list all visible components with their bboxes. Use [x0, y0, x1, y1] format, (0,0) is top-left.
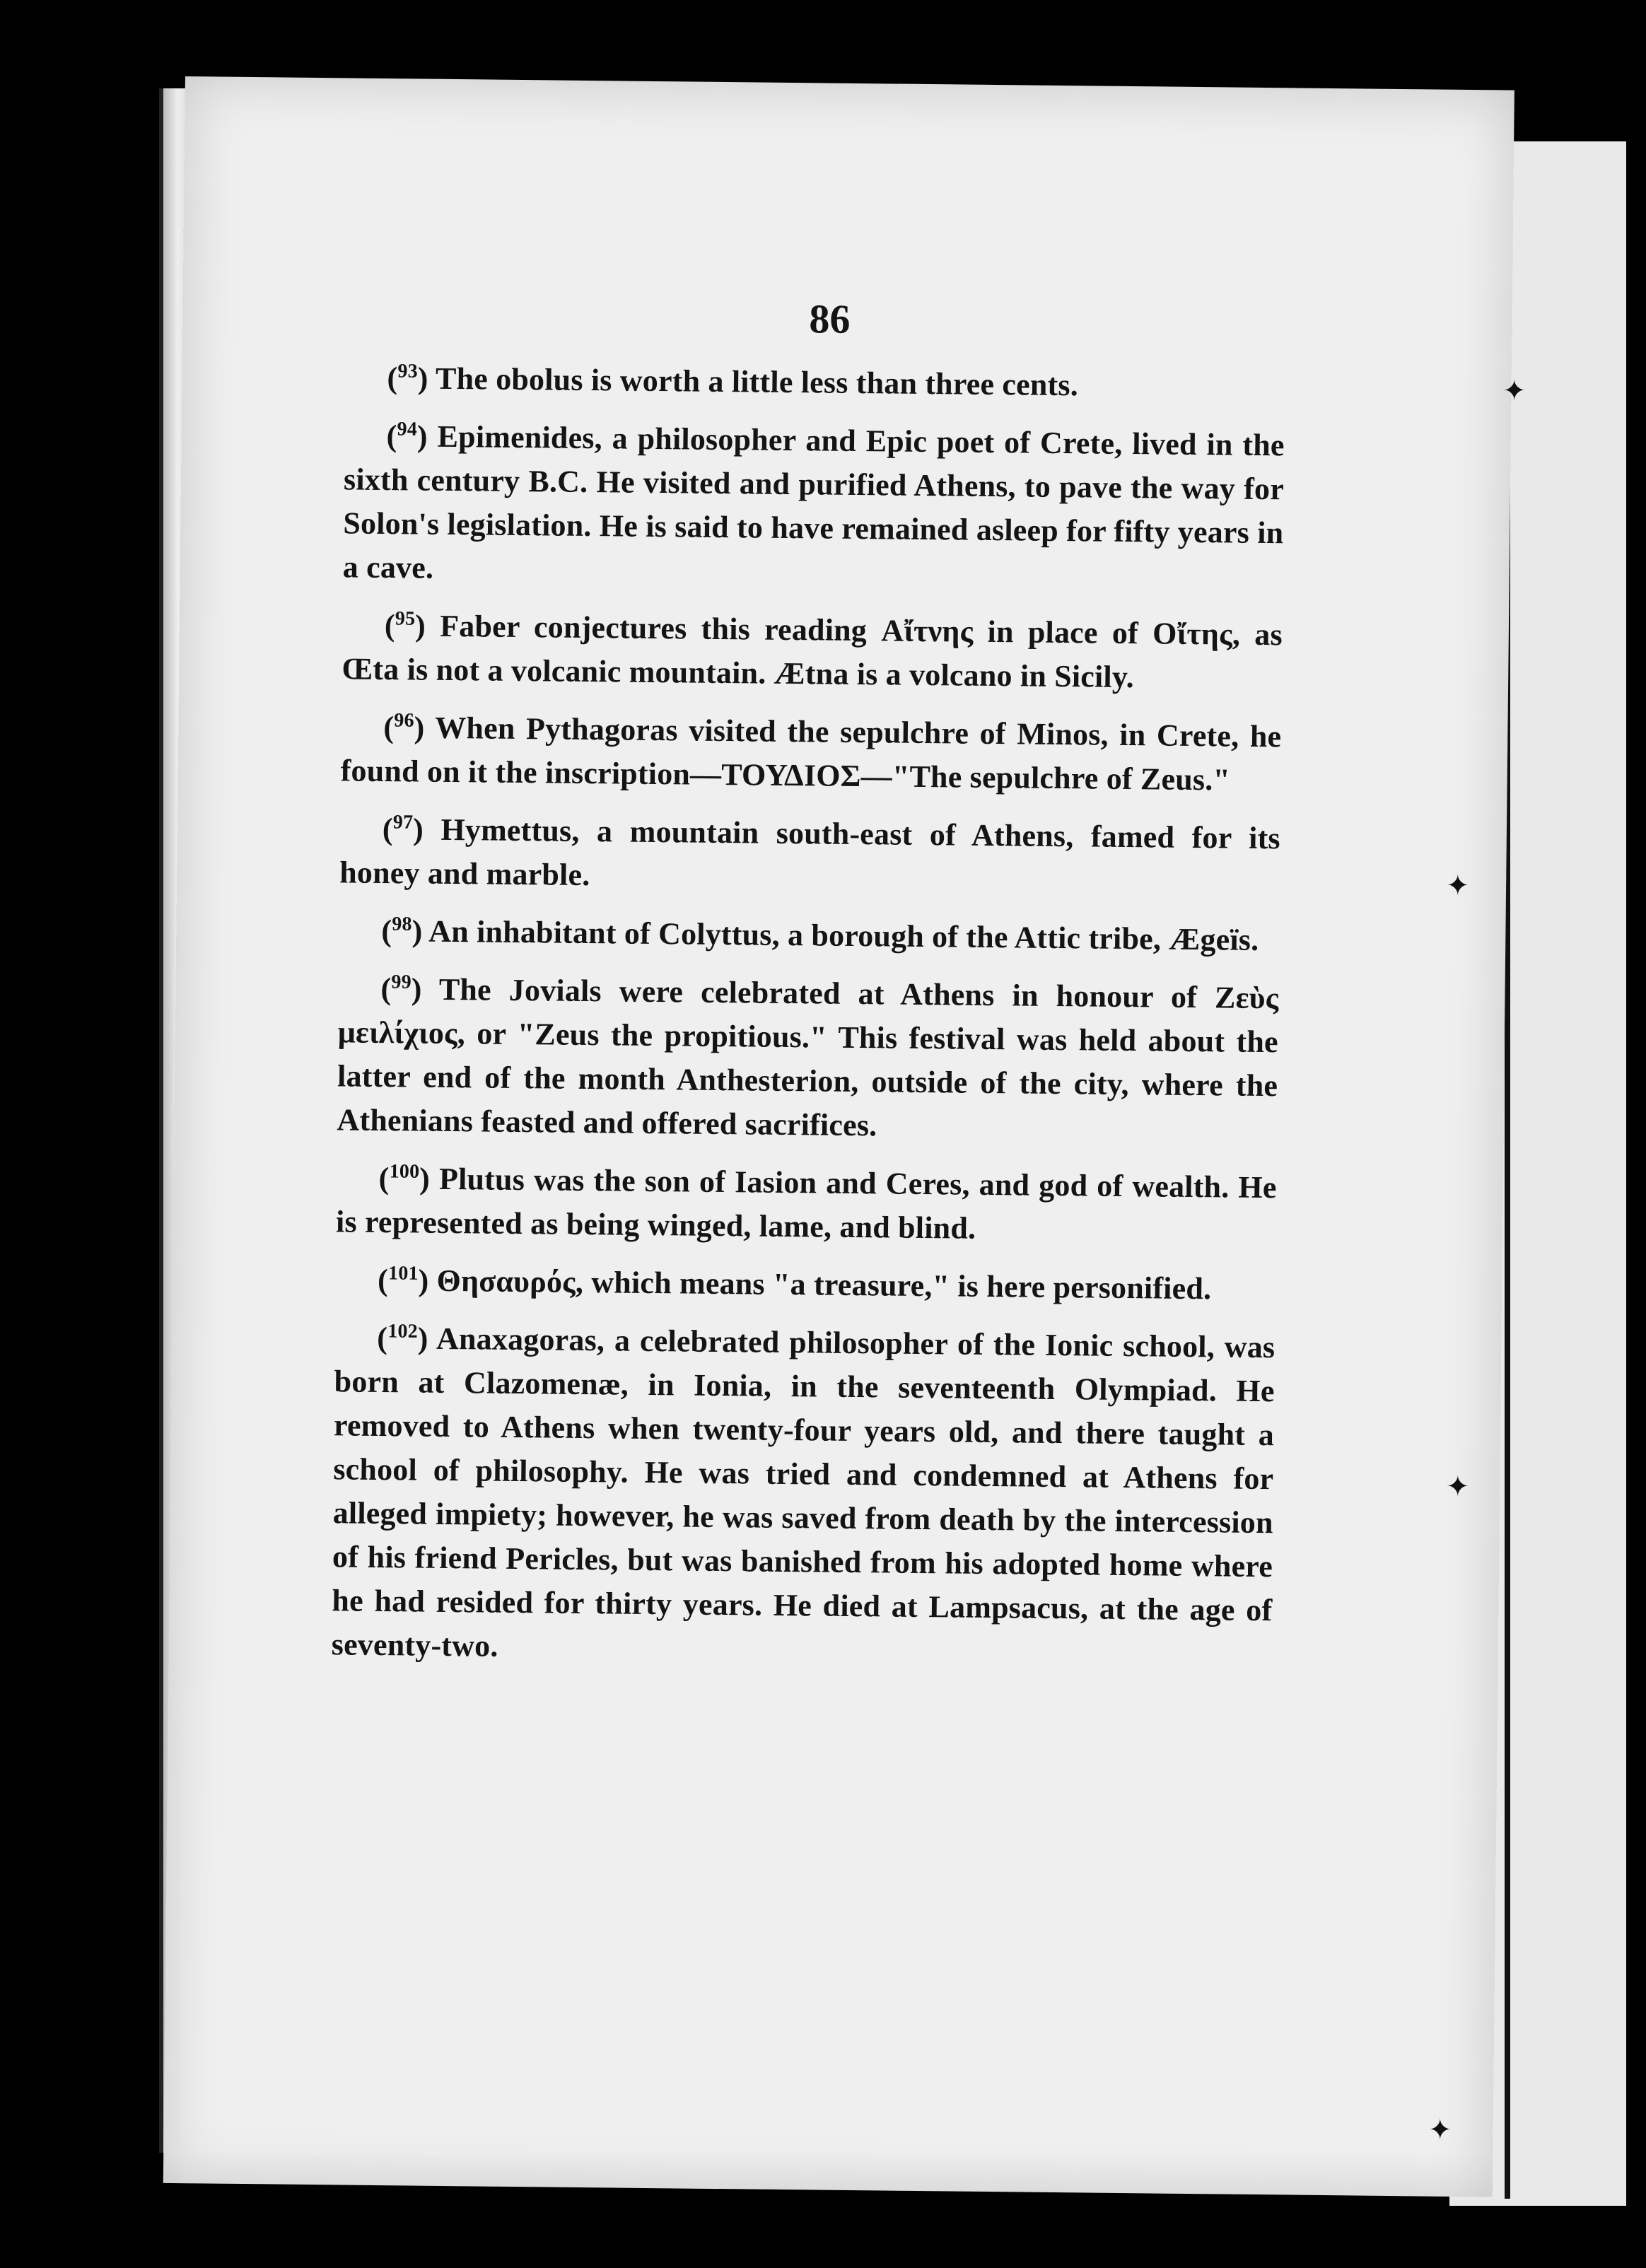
binding-tack-mark: ✦	[1428, 2114, 1452, 2146]
footnote-number: 93	[397, 360, 419, 382]
footnote-94: ($^{94}$) Epimenides, a philosopher and Epic poet of Crete, lived in the sixth century B.C. He visited and purified Athens, to pave the way for Solon's legislation. He is said to have remained asleep for fifty years in a cave.	[342, 418, 1285, 585]
footnote-number: 99	[391, 971, 412, 993]
footnote-text: Hymettus, a mountain south-east of Athens, famed for its honey and marble.	[339, 812, 1281, 893]
footnote-number: 96	[394, 709, 414, 732]
footnote-text: The Jovials were celebrated at Athens in honour of Ζεὺς μειλίχιος, or "Zeus the propitious." This festival was held about the latter end of the month Anthesterion, outside of the city, where the Athenians feasted and offered sacrifices.	[337, 971, 1279, 1143]
footnote-number: 97	[392, 811, 414, 834]
footnote-95: ($^{95}$) Faber conjectures this reading Αἴτνης in place of Οἴτης, as Œta is not a volcanic mountain. Ætna is a volcano in Sicily.	[341, 607, 1283, 695]
footnote-96: ($^{96}$) When Pythagoras visited the sepulchre of Minos, in Crete, he found on it the inscription—ΤΟΥΔΙΟΣ—"The sepulchre of Zeus."	[340, 709, 1282, 797]
footnote-101: ($^{101}$) Θησαυρός, which means "a treasure," is here personified.	[377, 1262, 1212, 1307]
footnote-number: 95	[395, 607, 416, 630]
footnote-102: ($^{102}$) Anaxagoras, a celebrated philosopher of the Ionic school, was born at Clazomenæ, in Ionia, in the seventeenth Olympiad. He removed to Athens when twenty-four years old, and there taught a school of philosophy. He was tried and condemned at Athens for alleged impiety; however, he was saved from death by the intercession of his friend Pericles, but was banished from his adopted home where he had resided for thirty years. He died at Lampsacus, at the age of seventy-two.	[331, 1320, 1276, 1664]
book-page	[163, 76, 1514, 2197]
footnote-97: ($^{97}$) Hymettus, a mountain south-east of Athens, famed for its honey and marble.	[339, 811, 1281, 893]
page-content	[331, 290, 1286, 1690]
footnote-100: ($^{100}$) Plutus was the son of Iasion and Ceres, and god of wealth. He is represented as being winged, lame, and blind.	[335, 1160, 1277, 1246]
footnote-number: 101	[387, 1262, 419, 1285]
footnote-text: When Pythagoras visited the sepulchre of Minos, in Crete, he found on it the inscription—ΤΟΥΔΙΟΣ—"The sepulchre of Zeus."	[340, 710, 1282, 797]
footnote-number: 102	[387, 1320, 419, 1343]
binding-tack-mark: ✦	[1446, 1471, 1470, 1503]
footnote-98: ($^{98}$) An inhabitant of Colyttus, a borough of the Attic tribe, Ægeïs.	[381, 913, 1259, 957]
footnote-text: Anaxagoras, a celebrated philosopher of the Ionic school, was born at Clazomenæ, in Ionia, in the seventeenth Olympiad. He removed to Athens when twenty-four years old, and there taught a school of philosophy. He was tried and condemned at Athens for alleged impiety; however, he was saved from death by the intercession of his friend Pericles, but was banished from his adopted home where he had resided for thirty years. He died at Lampsacus, at the age of seventy-two.	[331, 1321, 1276, 1664]
footnote-text: Θησαυρός, which means "a treasure," is here personified.	[436, 1263, 1212, 1307]
footnote-text: Plutus was the son of Iasion and Ceres, and god of wealth. He is represented as being winged, lame, and blind.	[335, 1161, 1277, 1246]
footnote-number: 94	[397, 418, 418, 440]
footnote-number: 98	[392, 913, 412, 935]
footnote-text: Epimenides, a philosopher and Epic poet of Crete, lived in the sixth century B.C. He visited and purified Athens, to pave the way for Solon's legislation. He is said to have remained asleep for fifty years in a cave.	[342, 419, 1285, 585]
page-number: 86	[809, 296, 851, 342]
footnote-text: Faber conjectures this reading Αἴτνης in place of Οἴτης, as Œta is not a volcanic mountain. Ætna is a volcano in Sicily.	[341, 608, 1283, 695]
footnote-99: ($^{99}$) The Jovials were celebrated at Athens in honour of Ζεὺς μειλίχιος, or "Zeus the propitious." This festival was held about the latter end of the month Anthesterion, outside of the city, where the Athenians feasted and offered sacrifices.	[337, 971, 1279, 1143]
binding-tack-mark: ✦	[1446, 870, 1470, 902]
binding-tack-mark: ✦	[1502, 375, 1527, 407]
footnote-text: An inhabitant of Colyttus, a borough of the Attic tribe, Ægeïs.	[428, 913, 1259, 957]
footnote-text: The obolus is worth a little less than three cents.	[435, 361, 1079, 403]
footnote-93: ($^{93}$) The obolus is worth a little less than three cents.	[387, 360, 1079, 403]
footnote-number: 100	[389, 1160, 420, 1183]
